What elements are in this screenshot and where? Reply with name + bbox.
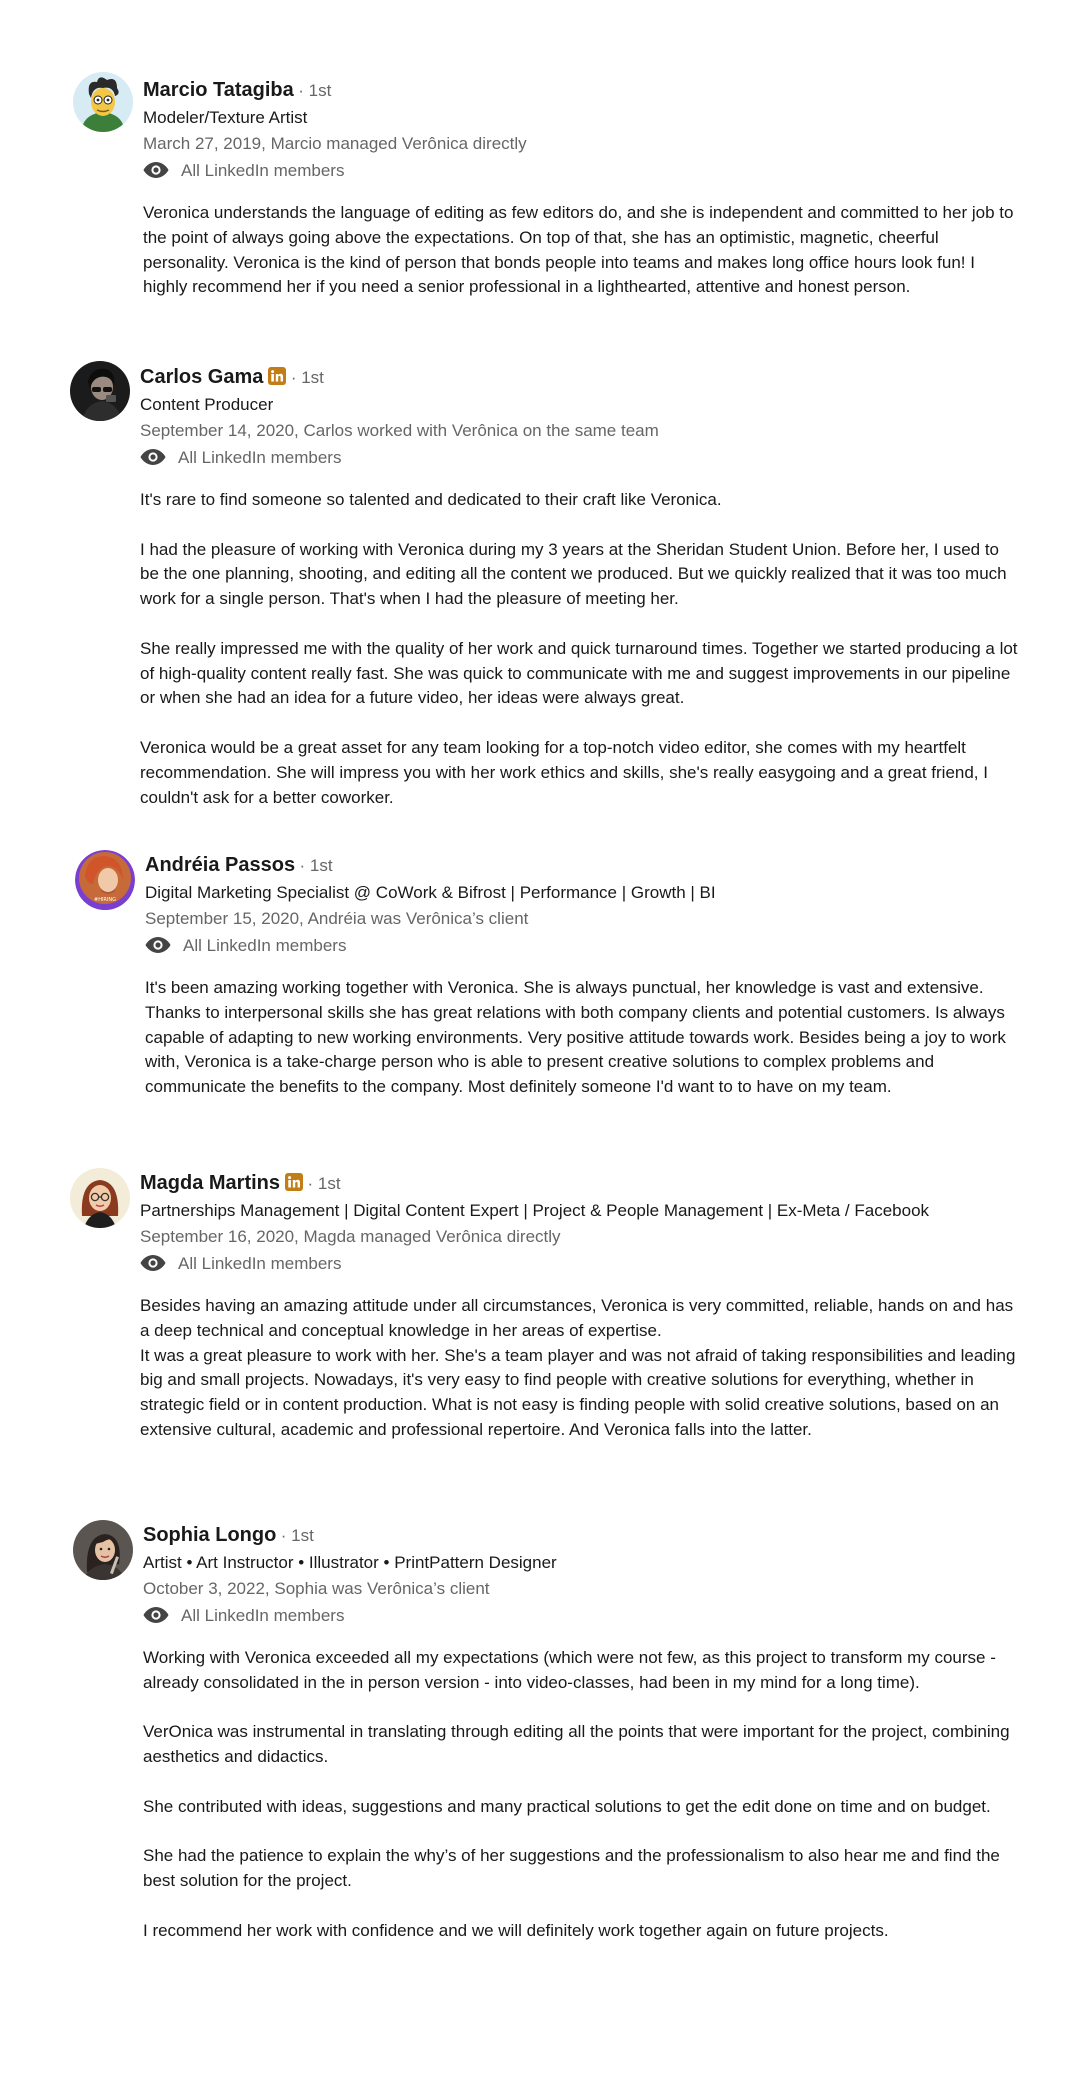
- connection-degree: · 1st: [298, 81, 332, 100]
- eye-icon: [143, 161, 169, 179]
- recommendation-body: [145, 850, 1025, 1100]
- recommendation-body: [140, 1168, 1020, 1443]
- visibility-label: All LinkedIn members: [178, 1254, 342, 1273]
- recommendation-body: [143, 1520, 1023, 1944]
- eye-icon: [143, 1606, 169, 1624]
- recommendation-paragraph: VerOnica was instrumental in translating through editing all the points that were important for the project, combining aesthetics and didactics.: [143, 1722, 1010, 1767]
- visibility-indicator: [143, 1602, 1023, 1630]
- visibility-indicator: [140, 444, 1020, 472]
- visibility-label: All LinkedIn members: [183, 936, 347, 955]
- recommender-headline: Content Producer: [140, 395, 274, 414]
- recommendation-paragraph: I had the pleasure of working with Veronica during my 3 years at the Sheridan Student Union. Before her, I used to be the one planning, shooting, and editing all the content we produced. But we quickly realized that it was too much work for a single person. That's when I had the pleasure of meeting her.: [140, 539, 1007, 609]
- recommendation-paragraph: It was a great pleasure to work with her. She's a team player and was not afraid of taking responsibilities and leading big and small projects. Nowadays, it's very easy to find people with creative solutions for everything, whether in strategic field or in content production. What is not easy is finding people with solid creative solutions, based on an extensive cultural, academic and professional repertoire. And Veronica falls into the latter.: [140, 1345, 1016, 1439]
- recommender-name[interactable]: Andréia Passos: [145, 854, 296, 876]
- recommendation-text: [140, 1294, 1020, 1443]
- visibility-label: All LinkedIn members: [181, 1606, 345, 1625]
- eye-icon: [145, 936, 171, 954]
- recommendation-paragraph: Veronica understands the language of editing as few editors do, and she is independent and committed to her job to the point of always going above the expectations. On top of that, she has an optimistic, magnetic, cheerful personality. Veronica is the kind of person that bonds people into teams and makes long office hours look fun! I highly recommend her if you need a senior professional in a lighthearted, attentive and honest person.: [143, 203, 1014, 297]
- avatar[interactable]: [73, 72, 133, 132]
- relationship-date: October 3, 2022, Sophia was Verônica’s client: [143, 1579, 490, 1598]
- visibility-indicator: [145, 932, 1025, 960]
- connection-degree: · 1st: [307, 1174, 341, 1193]
- recommendation-text: [143, 1646, 1023, 1944]
- recommendation-paragraph: It's been amazing working together with Veronica. She is always punctual, her knowledge is vast and extensive. Thanks to interpersonal skills she has great relations with both company clients and potential customers. Is always capable of adapting to new working environments. Very positive attitude towards work. Besides being a joy to work with, Veronica is a take-charge person who is able to present creative solutions to complex problems and communicate the benefits to the company. Most definitely someone I'd want to to have on my team.: [145, 978, 1006, 1097]
- recommender-headline: Partnerships Management | Digital Content Expert | Project & People Management | Ex-Meta / Facebook: [140, 1201, 930, 1220]
- recommendation-paragraph: She really impressed me with the quality of her work and quick turnaround times. Together we started producing a lot of high-quality content really fast. She was quick to communicate with me and suggest improvements in our pipeline or when she had an idea for a future video, her ideas were always great.: [140, 638, 1018, 708]
- eye-icon: [140, 448, 166, 466]
- avatar[interactable]: [73, 1520, 133, 1580]
- connection-degree: · 1st: [290, 368, 324, 387]
- visibility-label: All LinkedIn members: [181, 161, 345, 180]
- recommendation-body: [140, 362, 1020, 810]
- svg-text:#HIRING: #HIRING: [94, 897, 116, 903]
- linkedin-premium-badge-icon: [268, 367, 286, 385]
- visibility-indicator: [143, 157, 1023, 185]
- eye-icon: [140, 1254, 166, 1272]
- connection-degree: · 1st: [299, 856, 333, 875]
- recommendation-paragraph: She had the patience to explain the why’s of her suggestions and the professionalism to also hear me and find the best solution for the project.: [143, 1846, 1000, 1891]
- recommendation-text: [143, 201, 1023, 300]
- relationship-date: September 15, 2020, Andréia was Verônica’s client: [145, 909, 529, 928]
- recommendation-paragraph: I recommend her work with confidence and we will definitely work together again on future projects.: [143, 1920, 889, 1940]
- recommendation-text: [145, 976, 1025, 1100]
- recommendation-paragraph: It's rare to find someone so talented and dedicated to their craft like Veronica.: [140, 490, 722, 509]
- recommendation-paragraph: Working with Veronica exceeded all my expectations (which were not few, as this project to transform my course - already consolidated in the in person version - into video-classes, had been in my mind for a long time).: [143, 1648, 996, 1692]
- visibility-label: All LinkedIn members: [178, 448, 342, 467]
- relationship-date: September 14, 2020, Carlos worked with Verônica on the same team: [140, 421, 659, 440]
- recommendation-paragraph: Veronica would be a great asset for any team looking for a top-notch video editor, she comes with my heartfelt recommendation. She will impress you with her work ethics and skills, she's really easygoing and a great friend, I couldn't ask for a better coworker.: [140, 737, 988, 807]
- visibility-indicator: [140, 1250, 1020, 1278]
- avatar[interactable]: [70, 361, 130, 421]
- recommendation-text: [140, 488, 1020, 810]
- recommender-name[interactable]: Carlos Gama: [140, 366, 264, 388]
- recommender-headline: Digital Marketing Specialist @ CoWork & Bifrost | Performance | Growth | BI: [145, 883, 716, 902]
- recommender-name[interactable]: Marcio Tatagiba: [143, 79, 294, 101]
- relationship-date: March 27, 2019, Marcio managed Verônica directly: [143, 134, 527, 153]
- recommender-headline: Artist • Art Instructor • Illustrator • PrintPattern Designer: [143, 1553, 557, 1572]
- recommender-name[interactable]: Sophia Longo: [143, 1524, 277, 1546]
- avatar[interactable]: [70, 1168, 130, 1228]
- relationship-date: September 16, 2020, Magda managed Verônica directly: [140, 1227, 561, 1246]
- recommendation-paragraph: Besides having an amazing attitude under all circumstances, Veronica is very committed, reliable, hands on and has a deep technical and conceptual knowledge in her areas of expertise.: [140, 1296, 1014, 1340]
- connection-degree: · 1st: [280, 1526, 314, 1545]
- recommender-name[interactable]: Magda Martins: [140, 1172, 281, 1194]
- linkedin-premium-badge-icon: [285, 1173, 303, 1191]
- recommender-headline: Modeler/Texture Artist: [143, 108, 308, 127]
- recommendation-paragraph: She contributed with ideas, suggestions and many practical solutions to get the edit done on time and on budget.: [143, 1796, 991, 1816]
- avatar[interactable]: [75, 850, 135, 910]
- recommendation-body: [143, 75, 1023, 300]
